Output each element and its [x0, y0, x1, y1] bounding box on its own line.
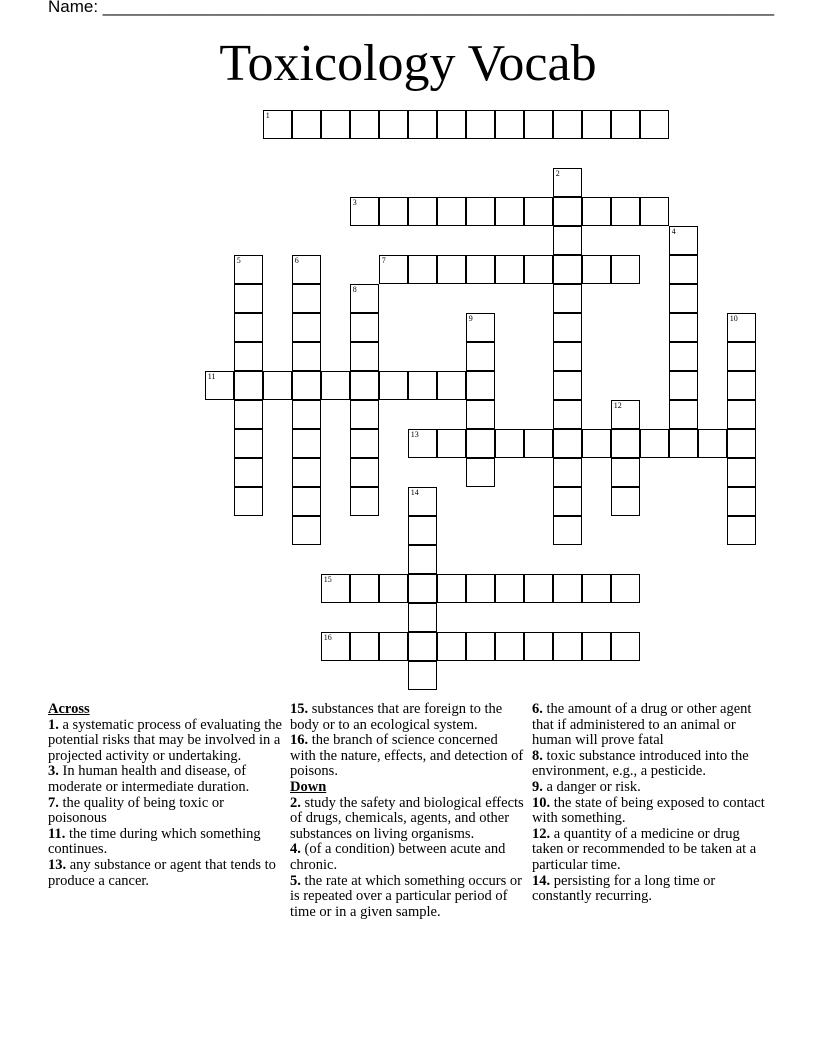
crossword-cell[interactable]	[669, 429, 698, 458]
crossword-cell[interactable]	[727, 313, 756, 342]
crossword-cell[interactable]	[205, 371, 234, 400]
crossword-cell[interactable]	[292, 284, 321, 313]
clue-number: 3.	[48, 763, 59, 780]
crossword-cell[interactable]	[408, 632, 437, 661]
clue-number: 13.	[48, 856, 67, 873]
crossword-cell[interactable]	[582, 632, 611, 661]
page-title: Toxicology Vocab	[219, 35, 597, 92]
clue-item	[48, 858, 283, 889]
crossword-cell[interactable]	[611, 400, 640, 429]
crossword-cell[interactable]	[669, 313, 698, 342]
clue-column-1	[48, 702, 283, 889]
clue-item	[532, 796, 772, 827]
clue-number: 5.	[290, 872, 301, 889]
clue-item	[290, 874, 526, 921]
crossword-cell[interactable]	[582, 255, 611, 284]
clue-item	[290, 842, 526, 873]
crossword-cell[interactable]	[350, 574, 379, 603]
crossword-cell[interactable]	[408, 545, 437, 574]
crossword-cell[interactable]	[727, 400, 756, 429]
clue-number-label: 7	[381, 255, 386, 265]
crossword-cell[interactable]	[553, 110, 582, 139]
crossword-cell[interactable]	[524, 429, 553, 458]
clue-text: the time during which something continues.	[48, 825, 261, 858]
crossword-cell[interactable]	[495, 574, 524, 603]
crossword-cell[interactable]	[553, 487, 582, 516]
crossword-cell[interactable]	[524, 574, 553, 603]
crossword-cell[interactable]	[437, 574, 466, 603]
clue-number: 14.	[532, 872, 551, 889]
clue-item	[48, 827, 283, 858]
crossword-cell[interactable]	[727, 342, 756, 371]
clue-number-label: 15	[323, 574, 332, 584]
crossword-cell[interactable]	[379, 197, 408, 226]
clue-item	[290, 796, 526, 843]
clue-text: the rate at which something occurs or is repeated over a particular period of time or in a given sample.	[290, 872, 522, 920]
clue-number: 8.	[532, 747, 543, 764]
crossword-cell[interactable]	[640, 429, 669, 458]
crossword-cell[interactable]	[437, 110, 466, 139]
crossword-cell[interactable]	[350, 371, 379, 400]
crossword-cell[interactable]	[495, 110, 524, 139]
clue-number-label: 9	[468, 313, 473, 323]
crossword-cell[interactable]	[611, 255, 640, 284]
crossword-cell[interactable]	[408, 110, 437, 139]
clue-number-label: 12	[613, 400, 622, 410]
crossword-cell[interactable]	[350, 284, 379, 313]
clue-item	[48, 718, 283, 765]
clue-item	[532, 827, 772, 874]
clue-number-label: 10	[729, 313, 738, 323]
clue-text: a systematic process of evaluating the potential risks that may be involved in a projected activity or undertaking.	[48, 716, 282, 764]
crossword-cell[interactable]	[524, 632, 553, 661]
crossword-cell[interactable]	[466, 632, 495, 661]
crossword-cell[interactable]	[292, 516, 321, 545]
crossword-cell[interactable]	[234, 371, 263, 400]
crossword-cell[interactable]	[408, 197, 437, 226]
crossword-cell[interactable]	[263, 110, 292, 139]
crossword-cell[interactable]	[379, 632, 408, 661]
crossword-cell[interactable]	[321, 371, 350, 400]
clue-number-label: 8	[352, 284, 357, 294]
crossword-cell[interactable]	[553, 516, 582, 545]
crossword-cell[interactable]	[524, 197, 553, 226]
crossword-cell[interactable]	[466, 197, 495, 226]
crossword-cell[interactable]	[727, 487, 756, 516]
clue-number-label: 16	[323, 632, 332, 642]
clue-number-label: 1	[265, 110, 270, 120]
crossword-cell[interactable]	[524, 255, 553, 284]
crossword-cell[interactable]	[437, 255, 466, 284]
crossword-cell[interactable]	[611, 458, 640, 487]
clue-item	[532, 749, 772, 780]
crossword-cell[interactable]	[611, 574, 640, 603]
crossword-cell[interactable]	[408, 255, 437, 284]
crossword-cell[interactable]	[582, 197, 611, 226]
crossword-cell[interactable]	[611, 429, 640, 458]
crossword-cell[interactable]	[321, 632, 350, 661]
crossword-cell[interactable]	[292, 342, 321, 371]
crossword-cell[interactable]	[669, 342, 698, 371]
crossword-cell[interactable]	[234, 458, 263, 487]
clue-text: substances that are foreign to the body or to an ecological system.	[290, 701, 503, 733]
crossword-cell[interactable]	[524, 110, 553, 139]
crossword-cell[interactable]	[408, 516, 437, 545]
crossword-cell[interactable]	[553, 429, 582, 458]
crossword-cell[interactable]	[466, 110, 495, 139]
crossword-cell[interactable]	[640, 197, 669, 226]
crossword-cell[interactable]	[408, 429, 437, 458]
crossword-cell[interactable]	[379, 255, 408, 284]
crossword-cell[interactable]	[437, 429, 466, 458]
crossword-cell[interactable]	[437, 371, 466, 400]
crossword-cell[interactable]	[640, 110, 669, 139]
crossword-cell[interactable]	[321, 574, 350, 603]
clue-text: In human health and disease, of moderate or intermediate duration.	[48, 763, 250, 795]
clue-number: 15.	[290, 701, 309, 717]
crossword-cell[interactable]	[466, 429, 495, 458]
clue-text: the state of being exposed to contact with something.	[532, 794, 765, 827]
crossword-cell[interactable]	[495, 255, 524, 284]
clue-item	[532, 874, 772, 905]
crossword-cell[interactable]	[669, 226, 698, 255]
crossword-cell[interactable]	[698, 429, 727, 458]
crossword-cell[interactable]	[437, 197, 466, 226]
clue-number: 12.	[532, 825, 551, 842]
crossword-cell[interactable]	[234, 400, 263, 429]
crossword-cell[interactable]	[292, 429, 321, 458]
crossword-cell[interactable]	[408, 487, 437, 516]
clue-item	[532, 702, 772, 749]
crossword-cell[interactable]	[292, 371, 321, 400]
crossword-cell[interactable]	[466, 574, 495, 603]
crossword-cell[interactable]	[234, 255, 263, 284]
crossword-cell[interactable]	[466, 313, 495, 342]
crossword-cell[interactable]	[292, 110, 321, 139]
crossword-cell[interactable]	[553, 574, 582, 603]
crossword-cell[interactable]	[611, 197, 640, 226]
crossword-cell[interactable]	[350, 458, 379, 487]
clue-column-3	[532, 702, 772, 905]
crossword-cell[interactable]	[495, 197, 524, 226]
clue-text: the branch of science concerned with the nature, effects, and detection of poisons.	[290, 732, 524, 780]
crossword-cell[interactable]	[466, 371, 495, 400]
clue-text: a danger or risk.	[546, 778, 641, 795]
crossword-cell[interactable]	[350, 197, 379, 226]
clue-number-label: 4	[671, 226, 676, 236]
crossword-cell[interactable]	[553, 313, 582, 342]
crossword-cell[interactable]	[582, 429, 611, 458]
crossword-cell[interactable]	[350, 313, 379, 342]
crossword-cell[interactable]	[495, 632, 524, 661]
clue-text: the quality of being toxic or poisonous	[48, 794, 224, 827]
crossword-cell[interactable]	[611, 487, 640, 516]
crossword-cell[interactable]	[727, 429, 756, 458]
crossword-cell[interactable]	[611, 110, 640, 139]
crossword-cell[interactable]	[669, 284, 698, 313]
crossword-cell[interactable]	[379, 574, 408, 603]
crossword-cell[interactable]	[553, 400, 582, 429]
crossword-cell[interactable]	[379, 110, 408, 139]
crossword-cell[interactable]	[292, 400, 321, 429]
crossword-cell[interactable]	[553, 168, 582, 197]
crossword-cell[interactable]	[408, 603, 437, 632]
clue-number: 6.	[532, 701, 543, 717]
crossword-cell[interactable]	[292, 255, 321, 284]
crossword-cell[interactable]	[466, 255, 495, 284]
crossword-cell[interactable]	[408, 574, 437, 603]
crossword-cell[interactable]	[611, 632, 640, 661]
crossword-cell[interactable]	[321, 110, 350, 139]
crossword-cell[interactable]	[350, 429, 379, 458]
crossword-cell[interactable]	[350, 487, 379, 516]
crossword-cell[interactable]	[408, 661, 437, 690]
clue-number-label: 2	[555, 168, 560, 178]
crossword-cell[interactable]	[553, 371, 582, 400]
clue-text: persisting for a long time or constantly recurring.	[532, 872, 716, 905]
clue-text: the amount of a drug or other agent that if administered to an animal or human will prove fatal	[532, 701, 752, 749]
crossword-cell[interactable]	[553, 342, 582, 371]
name-field: Name: _______________________________________________________________________	[48, 0, 775, 16]
clue-item	[290, 733, 526, 780]
crossword-cell[interactable]	[350, 632, 379, 661]
clue-column-2	[290, 702, 526, 920]
crossword-cell[interactable]	[553, 197, 582, 226]
crossword-cell[interactable]	[292, 458, 321, 487]
crossword-cell[interactable]	[727, 516, 756, 545]
clue-number: 16.	[290, 732, 309, 749]
clue-item	[48, 764, 283, 795]
clue-number-label: 14	[410, 487, 419, 497]
crossword-cell[interactable]	[350, 342, 379, 371]
clue-item	[290, 702, 526, 733]
crossword-cell[interactable]	[350, 110, 379, 139]
clue-item	[532, 780, 772, 796]
crossword-cell[interactable]	[263, 371, 292, 400]
crossword-cell[interactable]	[727, 458, 756, 487]
crossword-cell[interactable]	[350, 400, 379, 429]
crossword-cell[interactable]	[466, 458, 495, 487]
crossword-cell[interactable]	[727, 371, 756, 400]
crossword-cell[interactable]	[234, 487, 263, 516]
clue-text: toxic substance introduced into the environment, e.g., a pesticide.	[532, 747, 749, 780]
crossword-cell[interactable]	[292, 313, 321, 342]
crossword-cell[interactable]	[234, 342, 263, 371]
clue-number: 11.	[48, 825, 66, 842]
clue-number-label: 6	[294, 255, 299, 265]
crossword-cell[interactable]	[437, 632, 466, 661]
crossword-cell[interactable]	[234, 429, 263, 458]
crossword-cell[interactable]	[553, 284, 582, 313]
crossword-cell[interactable]	[466, 342, 495, 371]
crossword-cell[interactable]	[553, 255, 582, 284]
clue-text: study the safety and biological effects of drugs, chemicals, agents, and other substances on living organisms.	[290, 794, 524, 842]
crossword-cell[interactable]	[466, 400, 495, 429]
crossword-cell[interactable]	[234, 284, 263, 313]
clue-number: 7.	[48, 794, 59, 811]
clue-number: 1.	[48, 716, 59, 733]
clue-heading: Down	[290, 778, 327, 795]
clue-text: any substance or agent that tends to produce a cancer.	[48, 856, 276, 889]
clue-heading: Across	[48, 701, 90, 717]
crossword-cell[interactable]	[582, 574, 611, 603]
crossword-cell[interactable]	[234, 313, 263, 342]
clue-number: 9.	[532, 778, 543, 795]
clue-number: 2.	[290, 794, 301, 811]
crossword-cell[interactable]	[669, 371, 698, 400]
crossword-cell[interactable]	[553, 458, 582, 487]
crossword-cell[interactable]	[669, 400, 698, 429]
crossword-cell[interactable]	[292, 487, 321, 516]
clue-item	[48, 796, 283, 827]
crossword-cell[interactable]	[553, 226, 582, 255]
clue-number-label: 3	[352, 197, 357, 207]
crossword-cell[interactable]	[495, 429, 524, 458]
crossword-cell[interactable]	[553, 632, 582, 661]
crossword-cell[interactable]	[582, 110, 611, 139]
clue-number: 10.	[532, 794, 551, 811]
clue-text: a quantity of a medicine or drug taken or recommended to be taken at a particular time.	[532, 825, 757, 873]
clue-number-label: 13	[410, 429, 419, 439]
crossword-cell[interactable]	[408, 371, 437, 400]
clue-number-label: 5	[236, 255, 241, 265]
crossword-cell[interactable]	[379, 371, 408, 400]
crossword-cell[interactable]	[669, 255, 698, 284]
clue-number-label: 11	[207, 371, 216, 381]
clue-text: (of a condition) between acute and chronic.	[290, 841, 506, 873]
clue-number: 4.	[290, 841, 301, 858]
